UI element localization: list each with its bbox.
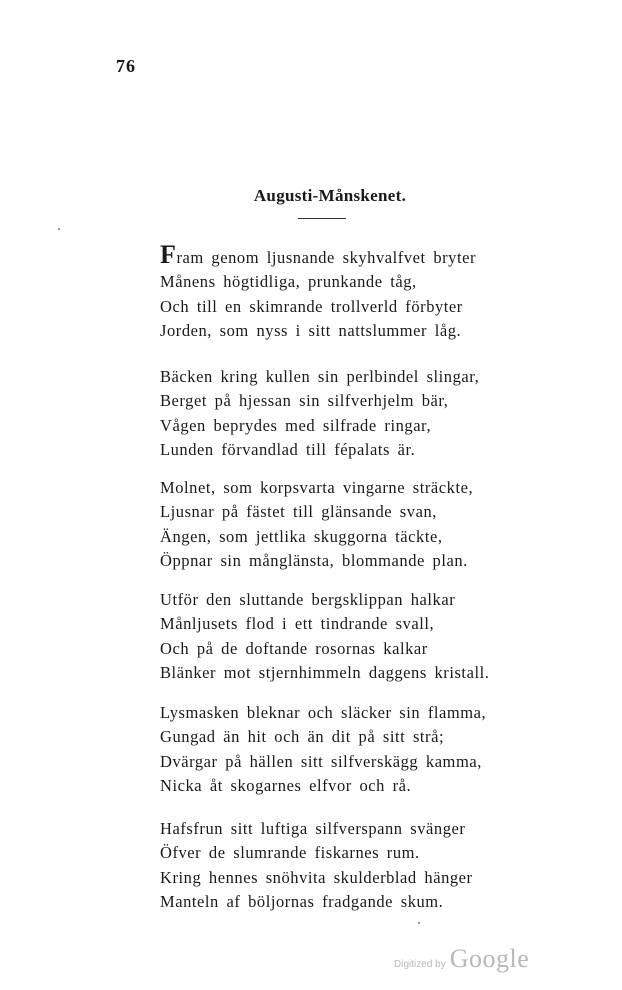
poem-line: Nicka åt skogarnes elfvor och rå. (160, 776, 412, 796)
watermark-brand: Google (449, 944, 530, 973)
poem-line: Lunden förvandlad till fépalats är. (160, 440, 416, 460)
stanza-4 (160, 588, 489, 686)
poem-line: Kring hennes snöhvita skulderblad hänger (160, 867, 473, 887)
page-number: 76 (116, 56, 136, 76)
watermark-prefix: Digitized by (394, 959, 446, 970)
poem-line: Öppnar sin månglänsta, blommande plan. (160, 551, 468, 571)
poem-line: Och på de doftande rosornas kalkar (160, 638, 428, 658)
poem-line: Blänker mot stjernhimmeln daggens kristall. (160, 663, 490, 683)
drop-cap: F (160, 240, 177, 269)
poem-line: Ljusnar på fästet till glänsande svan, (160, 502, 437, 522)
title-rule (298, 218, 346, 219)
poem-line: Bäcken kring kullen sin perlbindel slingar, (160, 367, 480, 386)
scan-speck (58, 228, 60, 230)
poem-line: Ängen, som jettlika skuggorna täckte, (160, 526, 443, 546)
poem-line: Månens högtidliga, prunkande tåg, (160, 272, 417, 292)
poem-line: Gungad än hit och än dit på sitt strå; (160, 727, 445, 747)
poem-line: Utför den sluttande bergsklippan halkar (160, 590, 456, 609)
poem-line: Öfver de slumrande fiskarnes rum. (160, 843, 420, 863)
scan-speck (418, 922, 420, 924)
poem-line: Dvärgar på hällen sitt silfverskägg kamma, (160, 751, 482, 771)
poem-line: Berget på hjessan sin silfverhjelm bär, (160, 391, 449, 411)
poem-line: Molnet, som korpsvarta vingarne sträckte, (160, 478, 474, 497)
digitized-watermark (394, 944, 529, 974)
poem-line: Manteln af böljornas fradgande skum. (160, 892, 444, 912)
stanza-2 (160, 365, 479, 463)
poem-line: Månljusets flod i ett tindrande svall, (160, 614, 435, 634)
poem-title: Augusti-Månskenet. (253, 186, 407, 205)
poem-line: Fram genom ljusnande skyhvalfvet bryter (160, 240, 477, 269)
poem-line: Lysmasken bleknar och släcker sin flamma, (160, 703, 487, 722)
stanza-6 (160, 817, 473, 915)
poem-line: Hafsfrun sitt luftiga silfverspann svänger (160, 819, 466, 838)
poem-line: Vågen beprydes med silfrade ringar, (160, 415, 432, 435)
stanza-5 (160, 701, 486, 799)
poem-line: Jorden, som nyss i sitt nattslummer låg. (160, 321, 462, 341)
stanza-3 (160, 476, 473, 574)
poem-line: Och till en skimrande trollverld förbyter (160, 296, 463, 316)
stanza-1 (160, 240, 477, 344)
